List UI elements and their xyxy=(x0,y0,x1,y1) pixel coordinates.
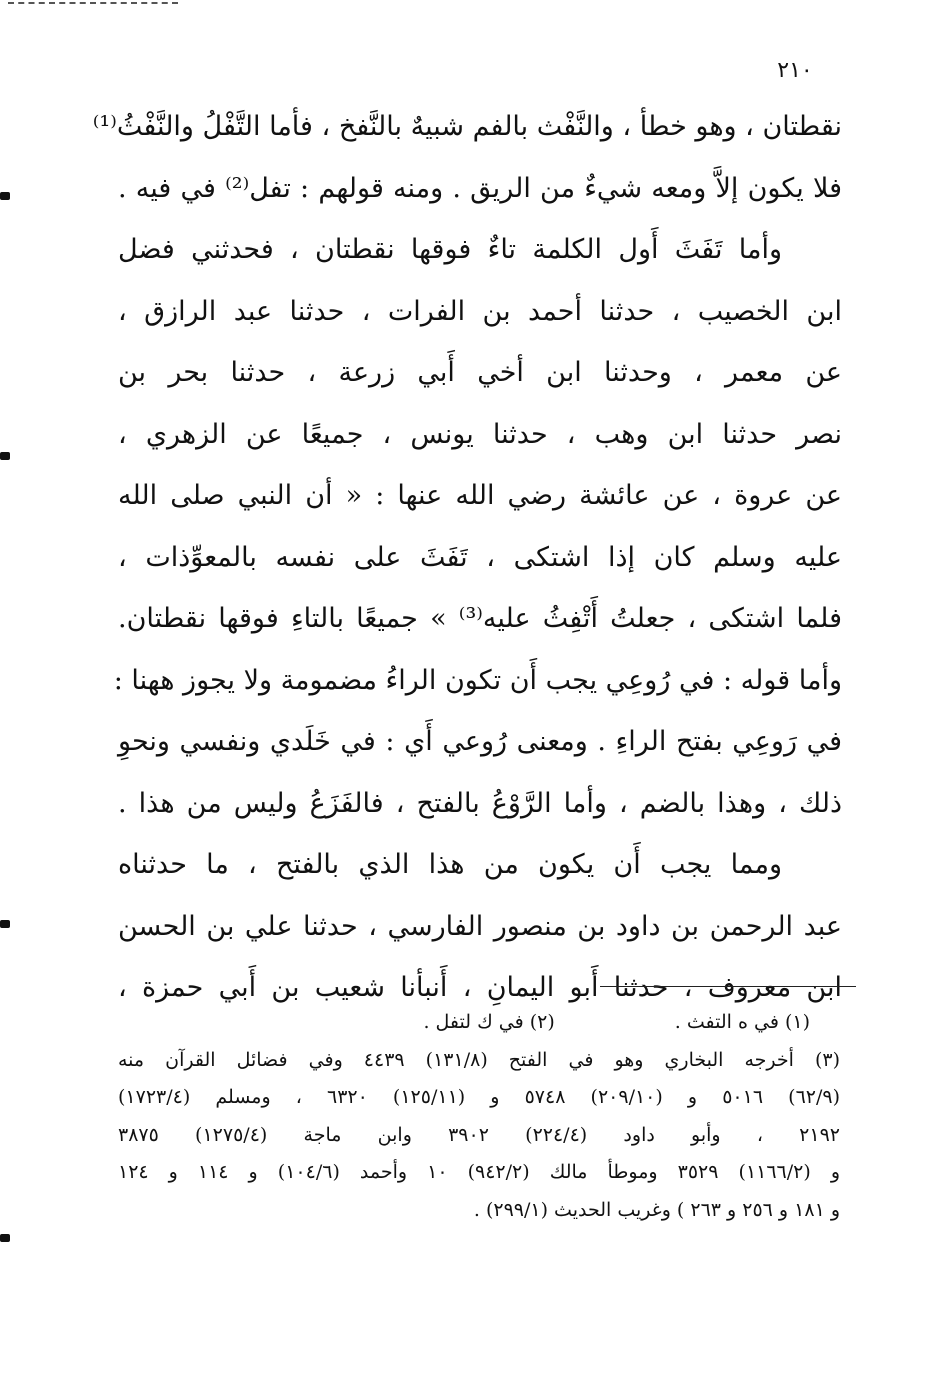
footnote-3-line-2: (٦٢/٩) ٥٠١٦ و (٢٠٩/١٠) ٥٧٤٨ و (١٢٥/١١) ٦٣٢٠ ، ومسلم (١٧٢٣/٤) xyxy=(118,1086,841,1108)
footnote-3-line-4: و (١١٦٦/٢) ٣٥٢٩ وموطأ مالك (٩٤٢/٢) ١٠ وأحمد (١٠٤/٦) و ١١٤ و ١٢٤ xyxy=(118,1161,841,1183)
text-line-10: وأما قوله : في رُوعِي يجب أَن تكون الراءُ مضمومة ولا يجوز ههنا : xyxy=(113,664,842,696)
text-line-8: عليه وسلم كان إذا اشتكى ، تَفَثَ على نفسه بالمعوِّذات ، xyxy=(118,541,842,573)
text-line-9: فلما اشتكى ، جعلتُ أَتْفِثُ عليه⁽³⁾ » جميعًا بالتاءِ فوقها نقطتان. xyxy=(118,603,843,634)
text-line-2: فلا يكون إلاَّ ومعه شيءٌ من الريق . ومنه قولهم : تفل⁽²⁾ في فيه . xyxy=(118,172,842,204)
footnote-row-1 xyxy=(118,1004,840,1042)
binding-mark xyxy=(0,452,10,460)
main-text xyxy=(92,96,843,1019)
page-number: ٢١٠ xyxy=(777,58,813,83)
text-line-12: ذلك ، وهذا بالضم ، وأما الرَّوْعُ بالفتح ، فالفَزَعُ وليس من هذا . xyxy=(118,787,842,819)
text-line-7: عن عروة ، عن عائشة رضي الله عنها : « أن النبي صلى الله xyxy=(118,480,842,511)
footnote-1: (١) في ه التفث . xyxy=(674,1011,810,1033)
footnotes xyxy=(118,1004,840,1229)
footnote-3-line-3: ٢١٩٢ ، وأبو داود (٢٢٤/٤) ٣٩٠٢ وابن ماجة (١٢٧٥/٤) ٣٨٧٥ xyxy=(118,1123,840,1146)
footnote-2: (٢) في ك لتفل . xyxy=(423,1011,555,1033)
binding-mark xyxy=(0,192,10,200)
text-line-15: ابن معروف ، حدثنا أَبو اليمانِ ، أَنبأنا شعيب بن أَبي حمزة ، xyxy=(118,972,842,1003)
binding-mark xyxy=(0,1234,10,1242)
text-line-13: ومما يجب أَن يكون من هذا الذي بالفتح ، ما حدثناه xyxy=(118,849,782,880)
top-dashed-rule xyxy=(8,2,178,4)
text-line-3: وأما تَفَثَ أَول الكلمة تاءٌ فوقها نقطتان ، فحدثني فضل xyxy=(118,234,782,265)
footnote-separator xyxy=(600,986,856,987)
text-line-11: في رَوعِي بفتح الراءِ . ومعنى رُوعي أَي : في خَلَدي ونفسي ونحوِ xyxy=(118,726,842,757)
binding-mark xyxy=(0,920,10,928)
text-line-5: عن معمر ، وحدثنا ابن أخي أَبي زرعة ، حدثنا بحر بن xyxy=(118,357,842,388)
text-line-4: ابن الخصيب ، حدثنا أحمد بن الفرات ، حدثنا عبد الرازق ، xyxy=(118,295,842,327)
footnote-3-line-5: و ١٨١ و ٢٥٦ و ٢٦٣ ) وغريب الحديث (٢٩٩/١) . xyxy=(473,1198,840,1221)
footnote-3-line-1: (٣) أخرجه البخاري وهو في الفتح (١٣١/٨) ٤٤٣٩ وفي فضائل القرآن منه xyxy=(118,1048,841,1071)
text-line-6: نصر حدثنا ابن وهب ، حدثنا يونس ، جميعًا عن الزهري ، xyxy=(118,418,842,450)
text-line-1: نقطتان ، وهو خطأ ، والنَّفْث بالفم شبيهٌ بالنَّفخ ، فأما التَّفْلُ والنَّفْثُ⁽¹⁾ xyxy=(92,111,842,142)
text-line-14: عبد الرحمن بن داود بن منصور الفارسي ، حدثنا علي بن الحسن xyxy=(118,910,842,942)
